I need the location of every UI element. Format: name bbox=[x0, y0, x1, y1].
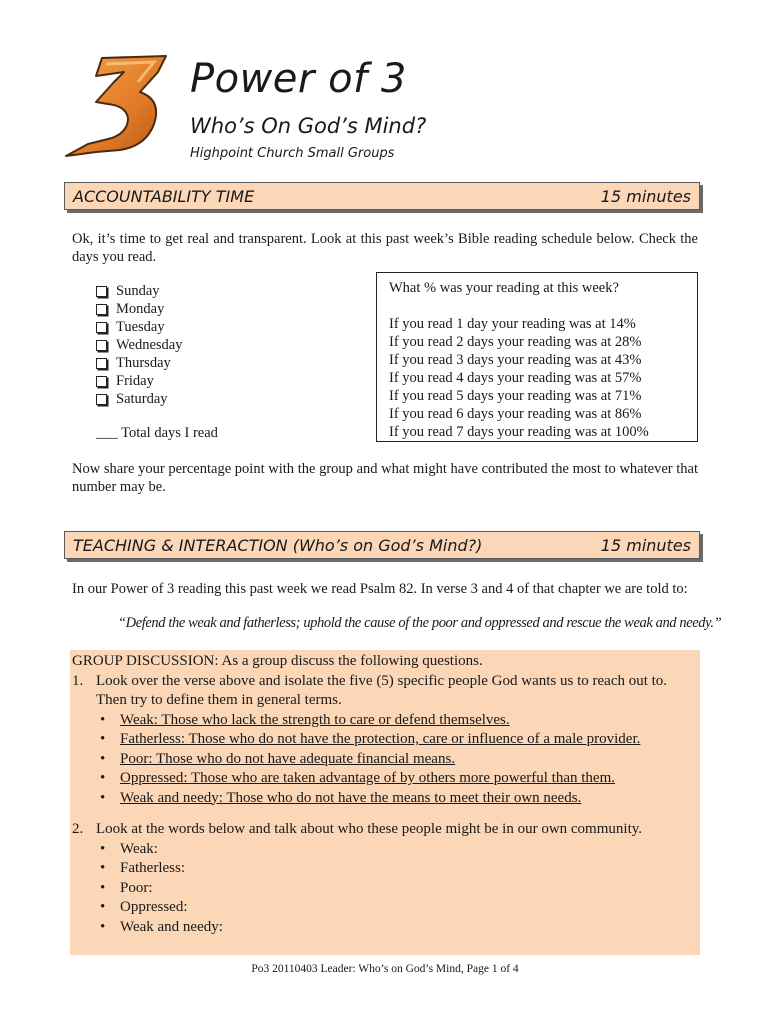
page-footer: Po3 20110403 Leader: Who’s on God’s Mind, Page 1 of 4 bbox=[251, 963, 519, 975]
total-days-field[interactable]: ___ Total days I read bbox=[96, 425, 218, 441]
checkbox-icon[interactable] bbox=[96, 322, 107, 333]
list-item bbox=[100, 859, 698, 879]
definition-text: Oppressed: Those who are taken advantage of by others more powerful than them. bbox=[120, 770, 615, 786]
page-subtitle: Who’s On God’s Mind? bbox=[190, 114, 427, 138]
question-number: 1. bbox=[72, 672, 84, 689]
bullet-icon: • bbox=[100, 711, 106, 728]
bullet-icon: • bbox=[100, 789, 106, 806]
definition-text: Weak: Those who lack the strength to care or defend themselves. bbox=[120, 711, 510, 728]
section-bar-accountability bbox=[64, 182, 700, 210]
list-item bbox=[100, 769, 698, 789]
bullet-icon: • bbox=[100, 840, 106, 857]
term-label: Weak: bbox=[120, 840, 158, 857]
definition-text: Weak and needy: Those who do not have the means to meet their own needs. bbox=[120, 789, 582, 806]
day-item-thursday[interactable] bbox=[96, 354, 182, 372]
term-label: Fatherless: bbox=[120, 860, 185, 876]
bullet-icon: • bbox=[100, 860, 106, 876]
section-bar-teaching bbox=[64, 531, 700, 559]
question-number: 2. bbox=[72, 821, 84, 837]
day-label: Tuesday bbox=[116, 319, 165, 335]
checkbox-icon[interactable] bbox=[96, 340, 107, 351]
reading-percentage-box bbox=[376, 272, 698, 442]
teaching-intro: In our Power of 3 reading this past week we read Psalm 82. In verse 3 and 4 of that chapter we are told to: bbox=[72, 581, 688, 597]
bullet-icon: • bbox=[100, 918, 106, 935]
definition-text: Poor: Those who do not have adequate financial means. bbox=[120, 750, 456, 767]
term-label: Oppressed: bbox=[120, 899, 188, 915]
day-item-monday[interactable] bbox=[96, 300, 182, 318]
checkbox-icon[interactable] bbox=[96, 376, 107, 387]
checkbox-icon[interactable] bbox=[96, 304, 107, 315]
percentage-line: If you read 5 days your reading was at 71% bbox=[389, 388, 642, 404]
day-item-sunday[interactable] bbox=[96, 282, 182, 300]
question-1 bbox=[72, 672, 698, 711]
checkbox-icon[interactable] bbox=[96, 358, 107, 369]
scripture-quote: “Defend the weak and fatherless; uphold the cause of the poor and oppressed and rescue the weak and needy.” bbox=[118, 615, 722, 631]
question-2 bbox=[72, 820, 698, 840]
day-label: Sunday bbox=[116, 283, 160, 299]
day-label: Saturday bbox=[116, 391, 168, 407]
section-duration: 15 minutes bbox=[600, 535, 691, 555]
term-label: Weak and needy: bbox=[120, 918, 223, 935]
percentage-line: If you read 3 days your reading was at 43% bbox=[389, 352, 642, 368]
day-label: Monday bbox=[116, 301, 165, 317]
reading-day-checklist bbox=[96, 282, 182, 408]
checkbox-icon[interactable] bbox=[96, 394, 107, 405]
bullet-icon: • bbox=[100, 899, 106, 915]
list-item bbox=[100, 711, 698, 731]
list-item bbox=[100, 879, 698, 899]
term-label: Poor: bbox=[120, 879, 153, 896]
percentage-line: If you read 4 days your reading was at 57% bbox=[389, 370, 642, 386]
section-heading: TEACHING & INTERACTION (Who’s on God’s Mind?) bbox=[73, 535, 483, 555]
list-item bbox=[100, 898, 698, 918]
percentage-line: If you read 7 days your reading was at 100% bbox=[389, 424, 649, 440]
definition-text: Fatherless: Those who do not have the protection, care or influence of a male provider. bbox=[120, 731, 641, 747]
organization-name: Highpoint Church Small Groups bbox=[190, 146, 395, 161]
question-text: Look at the words below and talk about who these people might be in our own community. bbox=[96, 821, 643, 837]
bullet-icon: • bbox=[100, 770, 106, 786]
percentage-line: If you read 2 days your reading was at 28% bbox=[389, 334, 642, 350]
day-item-wednesday[interactable] bbox=[96, 336, 182, 354]
section-heading: ACCOUNTABILITY TIME bbox=[73, 186, 255, 206]
day-item-tuesday[interactable] bbox=[96, 318, 182, 336]
day-label: Friday bbox=[116, 373, 154, 389]
list-item bbox=[100, 918, 698, 938]
definition-list bbox=[72, 711, 698, 809]
page-title: Power of 3 bbox=[190, 56, 407, 102]
question-text: Look over the verse above and isolate the five (5) specific people God wants us to reach out to. Then try to define them in general terms. bbox=[96, 672, 668, 708]
discussion-heading: GROUP DISCUSSION: As a group discuss the following questions. bbox=[72, 653, 483, 669]
day-label: Thursday bbox=[116, 355, 171, 371]
list-item bbox=[100, 789, 698, 809]
percentage-line: If you read 6 days your reading was at 86% bbox=[389, 406, 642, 422]
bullet-icon: • bbox=[100, 731, 106, 747]
day-item-saturday[interactable] bbox=[96, 390, 182, 408]
bullet-icon: • bbox=[100, 750, 106, 767]
community-list bbox=[72, 840, 698, 938]
power-of-3-logo bbox=[62, 52, 172, 160]
section-duration: 15 minutes bbox=[600, 186, 691, 206]
checkbox-icon[interactable] bbox=[96, 286, 107, 297]
day-item-friday[interactable] bbox=[96, 372, 182, 390]
day-label: Wednesday bbox=[116, 337, 183, 353]
group-discussion-panel bbox=[70, 650, 700, 955]
percentage-line: If you read 1 day your reading was at 14% bbox=[389, 316, 636, 332]
bullet-icon: • bbox=[100, 879, 106, 896]
list-item bbox=[100, 750, 698, 770]
accountability-intro: Ok, it’s time to get real and transparent. Look at this past week’s Bible reading schedule below. Check the days you read. bbox=[72, 231, 698, 265]
list-item bbox=[100, 730, 698, 750]
box-title: What % was your reading at this week? bbox=[389, 280, 619, 296]
list-item bbox=[100, 840, 698, 860]
share-instruction: Now share your percentage point with the group and what might have contributed the most to whatever that number may be. bbox=[72, 461, 698, 495]
